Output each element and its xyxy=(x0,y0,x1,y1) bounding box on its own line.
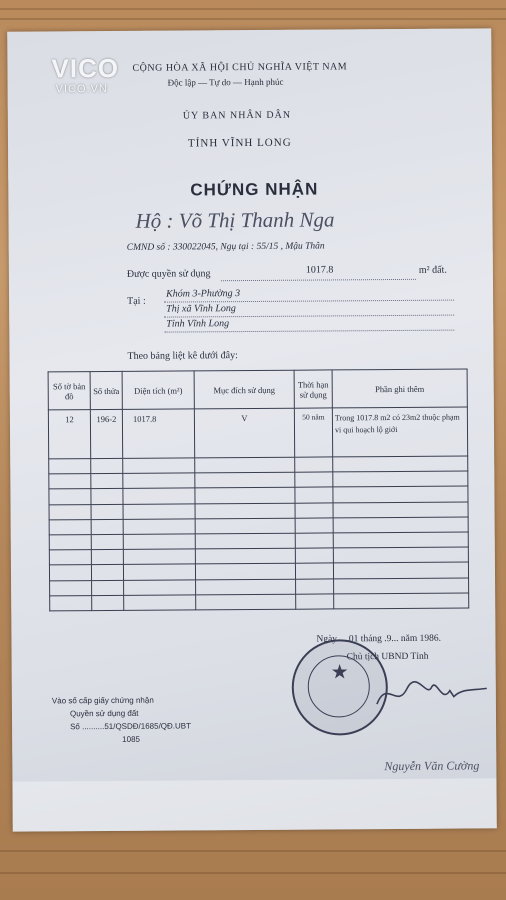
cell-duration: 50 năm xyxy=(294,408,332,457)
nation-header: CỘNG HÒA XÃ HỘI CHỦ NGHĨA VIỆT NAM xyxy=(132,61,348,74)
right-label: Được quyền sử dụng xyxy=(126,268,211,280)
col-area: Diện tích (m²) xyxy=(122,371,194,410)
area-value: 1017.8 xyxy=(305,264,334,276)
cell-purpose: V xyxy=(194,408,294,458)
star-icon: ★ xyxy=(330,661,349,684)
watermark-logo-sub: VICO.VN xyxy=(55,82,108,96)
table-header-row xyxy=(48,369,467,410)
address-line-1: Khóm 3-Phường 3 xyxy=(166,288,241,300)
register-line-3: Số ..........51/QSDĐ/1685/QĐ.UBT xyxy=(70,721,192,732)
address-line-3: Tỉnh Vĩnh Long xyxy=(166,318,230,330)
list-intro: Theo bảng liệt kê dưới đây: xyxy=(127,350,238,362)
motto: Độc lập — Tự do — Hạnh phúc xyxy=(167,76,284,88)
register-line-4: 1085 xyxy=(122,734,140,744)
register-line-2: Quyền sử dụng đất xyxy=(69,708,139,719)
chair-title: Chủ tịch UBND Tỉnh xyxy=(346,651,429,663)
watermark-logo: VICO xyxy=(51,52,120,84)
cell-area: 1017.8 xyxy=(122,409,194,458)
col-duration: Thời hạn sử dụng xyxy=(294,370,332,408)
certificate-paper xyxy=(7,28,497,831)
land-register-table xyxy=(48,368,470,611)
address-line-2: Thị xã Vĩnh Long xyxy=(166,303,236,315)
cell-notes: Trong 1017.8 m2 có 23m2 thuộc phạm vi qui hoạch lộ giới xyxy=(332,407,467,457)
register-line-1: Vào số cấp giấy chứng nhận xyxy=(51,695,154,706)
province: TỈNH VĨNH LONG xyxy=(187,136,292,150)
col-purpose: Mục đích sử dụng xyxy=(194,370,294,409)
table-row xyxy=(48,407,467,459)
signer-name: Nguyễn Văn Cường xyxy=(384,758,480,774)
area-unit: m² đất. xyxy=(418,264,447,276)
paper-glare xyxy=(12,778,496,831)
col-notes: Phần ghi thêm xyxy=(332,369,467,408)
certificate-title: CHỨNG NHẬN xyxy=(190,179,319,200)
issue-date: Ngày ... 01 tháng .9... năm 1986. xyxy=(316,633,442,645)
signature xyxy=(372,668,492,719)
committee: ỦY BAN NHÂN DÂN xyxy=(182,109,292,122)
id-line: CMND số : 330022045, Ngụ tại : 55/15 , Mậu Thân xyxy=(126,241,325,253)
cell-parcel: 196-2 xyxy=(90,409,122,458)
holder-name: Hộ : Võ Thị Thanh Nga xyxy=(135,207,335,233)
col-map-sheet: Số tờ bản đồ xyxy=(48,372,90,410)
col-parcel: Số thửa xyxy=(90,371,122,409)
address-label: Tại : xyxy=(127,295,146,307)
cell-map-sheet: 12 xyxy=(48,410,90,459)
